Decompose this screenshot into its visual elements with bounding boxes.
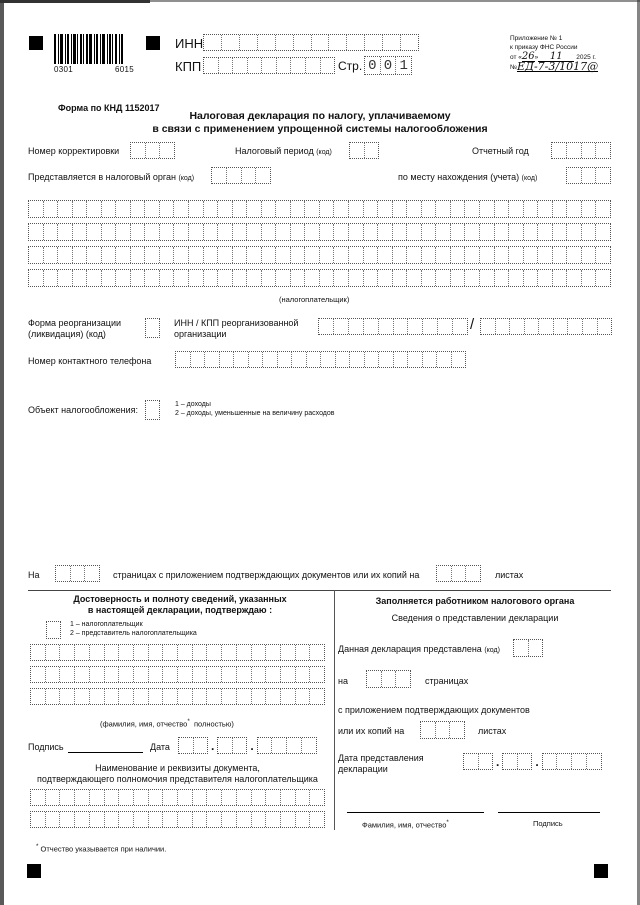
barcode-icon (54, 34, 134, 64)
footnote (36, 843, 166, 854)
alignment-marker-top-left (29, 36, 43, 50)
signer-date-field (178, 737, 317, 754)
alignment-marker-bottom-right (594, 864, 608, 878)
tax-authority-label (28, 172, 194, 182)
location-field[interactable] (566, 167, 611, 184)
date-year-field[interactable] (257, 737, 317, 754)
reorg-form-field[interactable] (145, 318, 160, 338)
submission-date-field (463, 753, 602, 770)
officer-sheets-field[interactable] (420, 721, 465, 739)
reorg-inn-kpp-line2: организации (174, 329, 227, 339)
authority-doc-heading-line2: подтверждающего полномочия представителя налогоплательщика (37, 774, 318, 784)
signer-fio-caption (100, 718, 234, 729)
officer-sheets-label: листах (478, 726, 507, 736)
confirmation-heading-line1: Достоверность и полноту сведений, указанных (73, 594, 287, 604)
section-divider (28, 590, 611, 591)
correction-number-label: Номер корректировки (28, 146, 120, 156)
authority-doc-row[interactable] (30, 811, 325, 828)
appendix-date-prefix: от « (510, 54, 522, 61)
column-divider (334, 590, 335, 830)
officer-signature-line[interactable] (498, 812, 600, 813)
reorg-form-line2: (ликвидация) (код) (28, 329, 106, 339)
reorg-form-label (28, 318, 121, 340)
signer-fio-row[interactable] (30, 666, 325, 683)
authority-doc-row[interactable] (30, 789, 325, 806)
location-code-hint: (код) (521, 175, 538, 182)
appendix-month: 11 (538, 52, 574, 62)
signer-fio-row[interactable] (30, 688, 325, 705)
tax-period-label (235, 146, 332, 156)
signer-fio-row[interactable] (30, 644, 325, 661)
tax-object-field[interactable] (145, 400, 160, 420)
tax-object-options (175, 400, 335, 418)
reorg-inn-kpp-line1: ИНН / КПП реорганизованной (174, 318, 299, 328)
tax-authority-code-hint: (код) (178, 175, 195, 182)
form-knd: Форма по КНД 1152017 (58, 103, 160, 113)
submitted-code-hint: (код) (484, 647, 500, 654)
submitted-text: Данная декларация представлена (338, 644, 482, 654)
sheets-count-field[interactable] (436, 565, 481, 582)
appendix-number-prefix: № (510, 64, 517, 71)
appendix-line1: Приложение № 1 (510, 35, 563, 42)
taxpayer-name-grid (28, 200, 611, 287)
submission-method-field[interactable] (513, 639, 543, 657)
signer-type-options (70, 620, 197, 638)
fio-caption-text: (фамилия, имя, отчество (100, 719, 188, 729)
officer-fio-text: Фамилия, имя, отчество (362, 820, 447, 830)
confirmation-heading (30, 594, 330, 616)
kpp-label: КПП (175, 59, 202, 74)
authority-doc-grid (30, 789, 325, 828)
page-digit: 0 (365, 57, 381, 74)
scan-edge-top (150, 0, 640, 2)
submission-date-line2: декларации (338, 764, 388, 774)
reorg-inn-kpp-label (174, 318, 298, 340)
alignment-marker-top-center (146, 36, 160, 50)
appendix-date-sep: » (534, 54, 539, 61)
appendix-day: 26 (521, 51, 535, 62)
confirmation-heading-line2: в настоящей декларации, подтверждаю : (87, 605, 273, 615)
tax-period-code-hint: (код) (316, 149, 332, 156)
fio-caption-star: * (187, 718, 190, 725)
inn-label: ИНН (175, 36, 204, 51)
pages-count-field[interactable] (55, 565, 100, 582)
officer-section-heading: Заполняется работником налогового органа (375, 596, 575, 606)
date-month-field[interactable] (217, 737, 247, 754)
tax-authority-field[interactable] (211, 167, 271, 184)
submission-date-line1: Дата представления (338, 753, 424, 763)
tax-period-field[interactable] (349, 142, 379, 159)
submission-date-year[interactable] (542, 753, 602, 770)
page-digit: 1 (399, 57, 408, 74)
location-label (398, 172, 537, 182)
appendix-note (510, 34, 630, 72)
appendix-order-number: ЕД-7-3/1017@ (516, 60, 599, 73)
scan-edge-left (0, 0, 4, 905)
taxpayer-name-row[interactable] (28, 246, 611, 264)
officer-pages-field[interactable] (366, 670, 411, 688)
barcode-number-right: 6015 (115, 65, 134, 74)
authority-doc-heading (30, 763, 325, 785)
tax-period-text: Налоговый период (235, 146, 314, 156)
taxpayer-name-row[interactable] (28, 200, 611, 218)
page-number-field[interactable] (364, 56, 412, 75)
officer-pages-prefix: на (338, 676, 348, 686)
date-separator: . (211, 738, 215, 753)
form-title-line2: в связи с применением упрощенной системы налогообложения (152, 123, 488, 135)
pages-prefix: На (28, 570, 40, 580)
page-digit: 0 (381, 57, 397, 74)
signer-type-field[interactable] (46, 621, 61, 639)
phone-field[interactable] (175, 351, 466, 368)
officer-fio-star: * (446, 819, 449, 826)
taxpayer-name-row[interactable] (28, 223, 611, 241)
tax-authority-text: Представляется в налоговый орган (28, 172, 176, 182)
officer-signature-caption: Подпись (533, 819, 563, 828)
tax-object-label: Объект налогообложения: (28, 405, 138, 415)
pages-suffix: листах (495, 570, 524, 580)
fio-caption-end: полностью) (193, 719, 234, 729)
submission-date-label (338, 753, 424, 775)
date-separator: . (250, 738, 254, 753)
submission-date-month[interactable] (502, 753, 532, 770)
or-copies-label: или их копий на (338, 726, 405, 736)
with-docs-label: с приложением подтверждающих документов (338, 705, 530, 715)
officer-fio-line[interactable] (347, 812, 484, 813)
barcode-number-left: 0301 (54, 65, 73, 74)
form-title-line1: Налоговая декларация по налогу, уплачиваемому (189, 110, 451, 122)
signer-fio-grid (30, 644, 325, 705)
barcode (54, 34, 134, 74)
date-separator: . (496, 754, 500, 769)
appendix-year: 2025 г. (576, 54, 596, 61)
location-text: по месту нахождения (учета) (398, 172, 520, 182)
pages-middle-text: страницах с приложением подтверждающих документов или их копий на (113, 570, 420, 580)
tax-object-option-2: 2 – доходы, уменьшенные на величину расходов (175, 410, 335, 417)
appendix-line2: к приказу ФНС России (510, 44, 578, 51)
reporting-year-field[interactable] (551, 142, 611, 159)
reorg-slash: / (470, 316, 475, 333)
form-title (100, 110, 540, 136)
signer-type-option-1: 1 – налогоплательщик (70, 621, 143, 628)
footnote-text: Отчество указывается при наличии. (40, 844, 167, 854)
footnote-star: * (36, 843, 39, 850)
phone-label: Номер контактного телефона (28, 356, 152, 366)
date-separator: . (535, 754, 539, 769)
reorg-inn-field[interactable] (318, 318, 468, 335)
submission-info-subheading: Сведения о представлении декларации (391, 613, 559, 623)
alignment-marker-bottom-left (27, 864, 41, 878)
reorg-form-line1: Форма реорганизации (28, 318, 121, 328)
taxpayer-caption: (налогоплательщик) (279, 295, 350, 304)
inn-field[interactable] (203, 34, 419, 51)
tax-object-option-1: 1 – доходы (175, 401, 211, 408)
submission-date-day[interactable] (463, 753, 493, 770)
authority-doc-heading-line1: Наименование и реквизиты документа, (95, 763, 260, 773)
officer-pages-label: страницах (425, 676, 469, 686)
reporting-year-label: Отчетный год (472, 146, 529, 156)
signature-label: Подпись (28, 742, 64, 752)
date-day-field[interactable] (178, 737, 208, 754)
officer-fio-caption (362, 819, 449, 830)
submitted-label (338, 644, 500, 654)
signer-type-option-2: 2 – представитель налогоплательщика (70, 630, 197, 637)
taxpayer-name-row[interactable] (28, 269, 611, 287)
kpp-field[interactable] (203, 57, 335, 74)
reorg-kpp-field[interactable] (480, 318, 612, 335)
correction-number-field[interactable] (130, 142, 175, 159)
date-label: Дата (150, 742, 170, 752)
page-label: Стр. (338, 59, 363, 73)
signature-line[interactable] (68, 752, 143, 753)
scan-edge-top (0, 0, 150, 3)
